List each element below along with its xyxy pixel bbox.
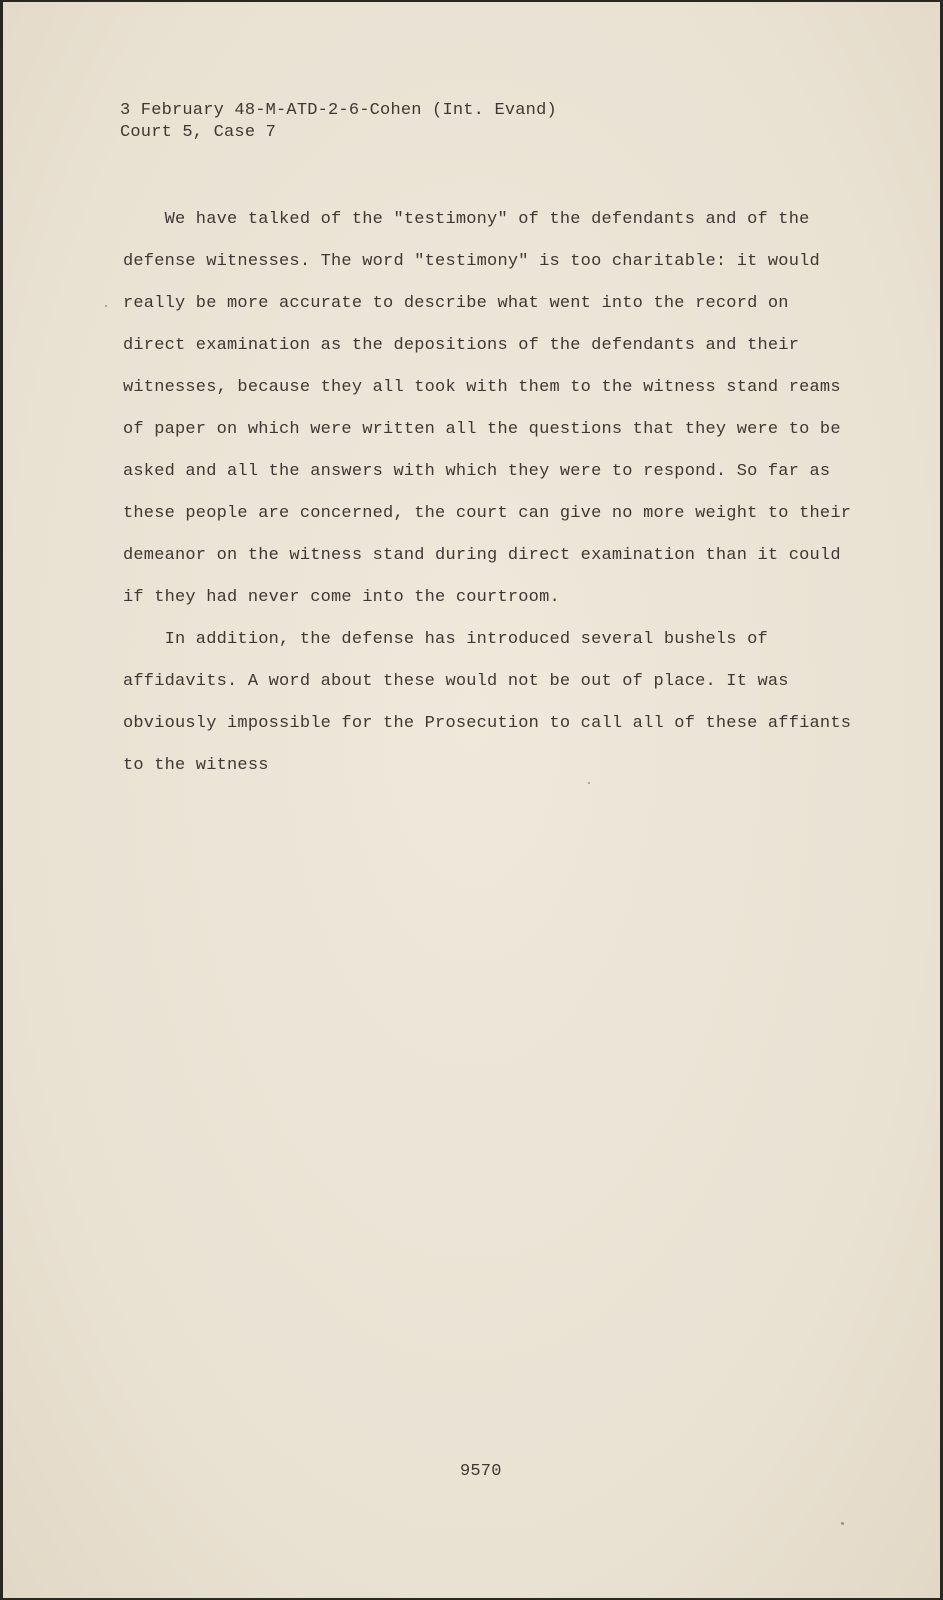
text-line: these people are concerned, the court can give no more weight to their [123, 504, 852, 523]
document-header [120, 100, 557, 144]
text-line: We have talked of the "testimony" of the defendants and of the [123, 210, 810, 229]
text-line: to the witness [123, 756, 269, 775]
paragraph-testimony [123, 199, 852, 619]
text-line: witnesses, because they all took with them to the witness stand reams [123, 378, 841, 397]
text-line: asked and all the answers with which they were to respond. So far as [123, 462, 831, 481]
header-date-reference: 3 February 48-M-ATD-2-6-Cohen (Int. Evand) [120, 101, 557, 120]
text-line: affidavits. A word about these would not be out of place. It was [123, 672, 789, 691]
text-line: defense witnesses. The word "testimony" is too charitable: it would [123, 252, 820, 271]
header-court-case: Court 5, Case 7 [120, 123, 277, 142]
text-line: demeanor on the witness stand during direct examination than it could [123, 546, 841, 565]
text-line: In addition, the defense has introduced several bushels of [123, 630, 768, 649]
page-number: 9570 [460, 1462, 502, 1481]
paper-speck [841, 1522, 844, 1525]
paper-speck [105, 305, 107, 307]
paragraph-affidavits [123, 619, 852, 787]
document-page [3, 2, 940, 1598]
text-line: direct examination as the depositions of the defendants and their [123, 336, 800, 355]
text-line: of paper on which were written all the questions that they were to be [123, 420, 841, 439]
document-body [123, 199, 852, 787]
text-line: obviously impossible for the Prosecution to call all of these affiants [123, 714, 852, 733]
paper-speck [588, 782, 590, 784]
text-line: really be more accurate to describe what went into the record on [123, 294, 789, 313]
text-line: if they had never come into the courtroom. [123, 588, 560, 607]
